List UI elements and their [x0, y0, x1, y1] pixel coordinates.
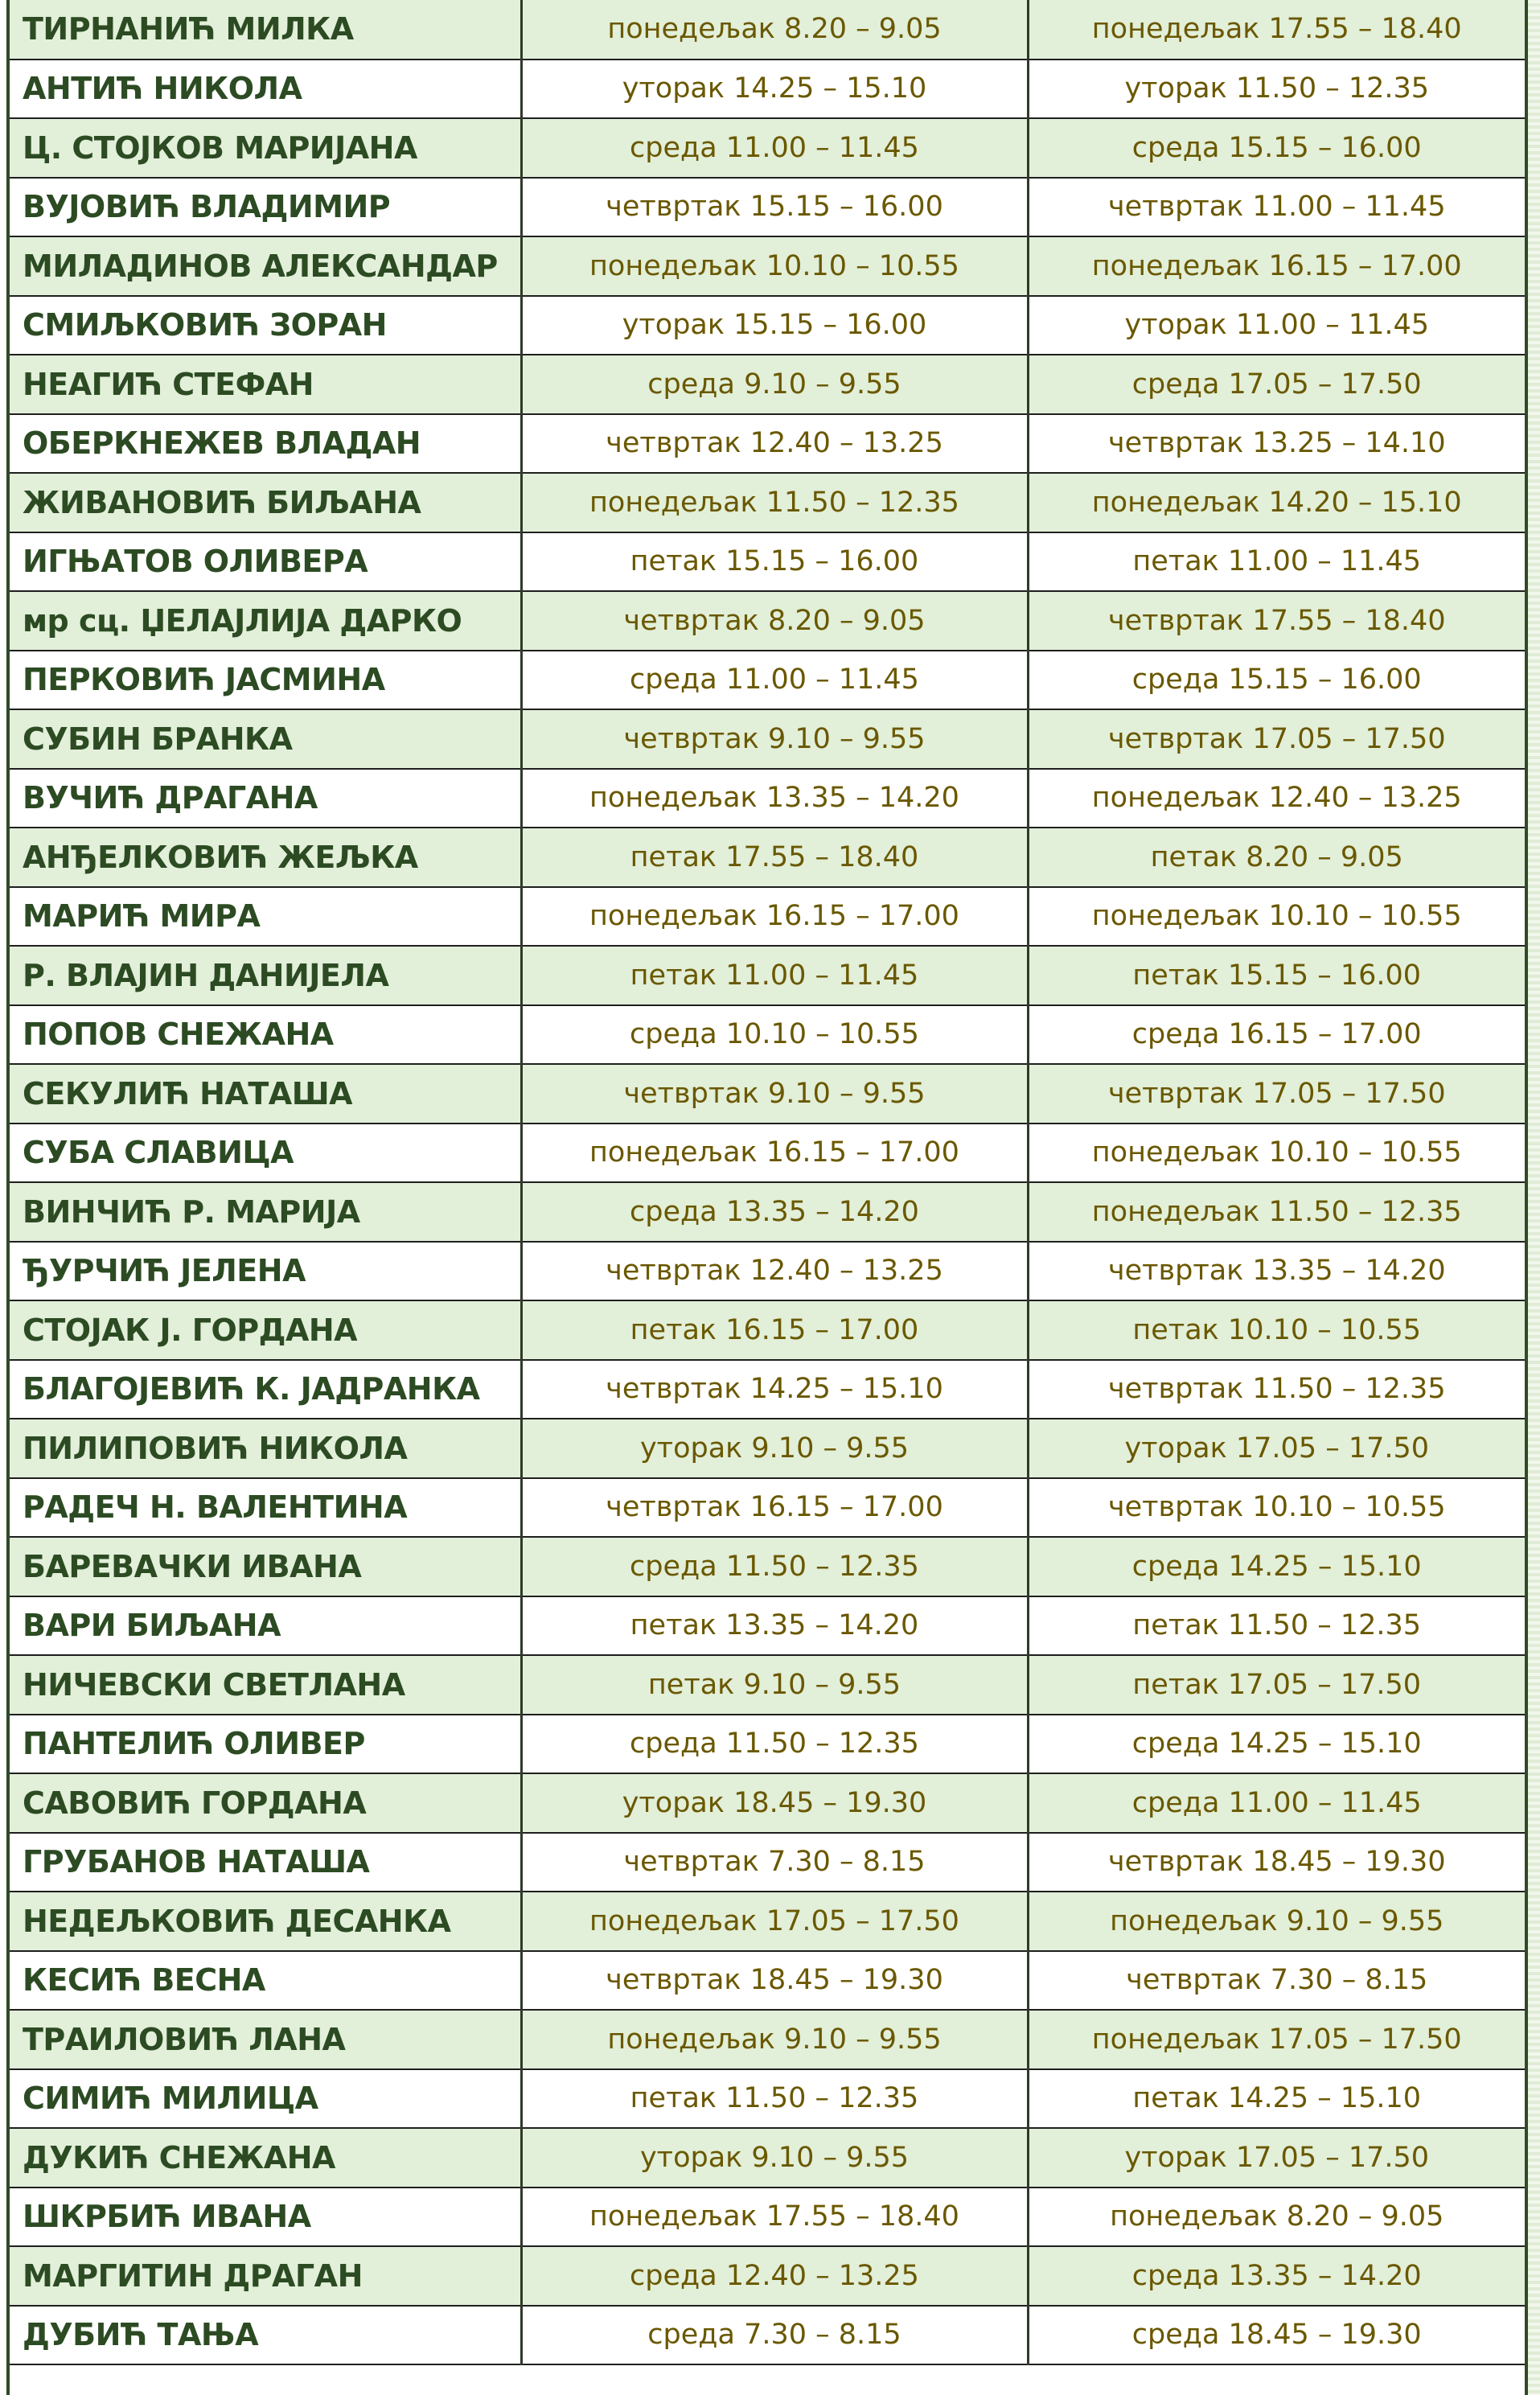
teacher-name: Ц. СТОЈКОВ МАРИЈАНА [10, 118, 521, 178]
table-row [10, 296, 1525, 355]
consultation-slot-1: четвртак 12.40 – 13.25 [521, 414, 1028, 474]
teacher-name: САВОВИЋ ГОРДАНА [10, 1773, 521, 1833]
consultation-slot-1: понедељак 13.35 – 14.20 [521, 769, 1028, 828]
teacher-name: БАРЕВАЧКИ ИВАНА [10, 1537, 521, 1596]
table-row [10, 1655, 1525, 1715]
consultation-slot-1: среда 11.50 – 12.35 [521, 1715, 1028, 1774]
teacher-name: ШКРБИЋ ИВАНА [10, 2188, 521, 2247]
consultation-slot-1: четвртак 7.30 – 8.15 [521, 1833, 1028, 1892]
teacher-name: ТИРНАНИЋ МИЛКА [10, 0, 521, 60]
table-row [10, 1715, 1525, 1774]
consultation-slot-2: петак 14.25 – 15.10 [1028, 2069, 1525, 2129]
schedule-body [10, 0, 1525, 2364]
table-row [10, 651, 1525, 710]
consultation-slot-2: понедељак 11.50 – 12.35 [1028, 1182, 1525, 1242]
teacher-name: ПЕРКОВИЋ ЈАСМИНА [10, 651, 521, 710]
table-row [10, 1005, 1525, 1065]
consultation-slot-1: четвртак 12.40 – 13.25 [521, 1242, 1028, 1301]
teacher-name: МИЛАДИНОВ АЛЕКСАНДАР [10, 236, 521, 296]
teacher-name: СТОЈАК Ј. ГОРДАНА [10, 1300, 521, 1360]
teacher-name: ВАРИ БИЉАНА [10, 1596, 521, 1656]
table-row [10, 1360, 1525, 1419]
consultation-slot-1: петак 9.10 – 9.55 [521, 1655, 1028, 1715]
consultation-slot-2: среда 14.25 – 15.10 [1028, 1715, 1525, 1774]
table-row [10, 769, 1525, 828]
table-row [10, 1242, 1525, 1301]
consultation-slot-1: среда 10.10 – 10.55 [521, 1005, 1028, 1065]
table-row [10, 1182, 1525, 1242]
teacher-name: ДУКИЋ СНЕЖАНА [10, 2128, 521, 2188]
teacher-name: ПАНТЕЛИЋ ОЛИВЕР [10, 1715, 521, 1774]
consultation-slot-1: среда 13.35 – 14.20 [521, 1182, 1028, 1242]
consultation-slot-2: понедељак 17.05 – 17.50 [1028, 2010, 1525, 2069]
teacher-name: мр сц. ЏЕЛАЈЛИЈА ДАРКО [10, 591, 521, 651]
consultation-slot-1: среда 9.10 – 9.55 [521, 355, 1028, 414]
consultation-slot-1: петак 11.50 – 12.35 [521, 2069, 1028, 2129]
consultation-slot-1: среда 12.40 – 13.25 [521, 2246, 1028, 2306]
consultation-slot-2: четвртак 17.05 – 17.50 [1028, 709, 1525, 769]
consultation-slot-1: уторак 9.10 – 9.55 [521, 2128, 1028, 2188]
table-row [10, 118, 1525, 178]
teacher-name: ТРАИЛОВИЋ ЛАНА [10, 2010, 521, 2069]
teacher-name: ЖИВАНОВИЋ БИЉАНА [10, 473, 521, 532]
consultation-slot-2: четвртак 10.10 – 10.55 [1028, 1478, 1525, 1538]
table-row [10, 2188, 1525, 2247]
consultation-slot-1: среда 11.50 – 12.35 [521, 1537, 1028, 1596]
consultation-slot-1: понедељак 8.20 – 9.05 [521, 0, 1028, 60]
consultation-slot-1: петак 13.35 – 14.20 [521, 1596, 1028, 1656]
table-row [10, 1300, 1525, 1360]
teacher-name: СУБА СЛАВИЦА [10, 1124, 521, 1183]
table-row [10, 887, 1525, 947]
table-row [10, 1892, 1525, 1951]
table-row [10, 591, 1525, 651]
consultation-slot-2: четвртак 11.50 – 12.35 [1028, 1360, 1525, 1419]
consultation-slot-1: четвртак 14.25 – 15.10 [521, 1360, 1028, 1419]
table-row [10, 828, 1525, 887]
consultation-slot-1: уторак 14.25 – 15.10 [521, 60, 1028, 119]
consultation-slot-1: понедељак 16.15 – 17.00 [521, 1124, 1028, 1183]
table-row [10, 473, 1525, 532]
schedule-table [10, 0, 1525, 2365]
consultation-slot-2: петак 11.00 – 11.45 [1028, 532, 1525, 592]
table-row [10, 1596, 1525, 1656]
teacher-name: МАРИЋ МИРА [10, 887, 521, 947]
teacher-name: СУБИН БРАНКА [10, 709, 521, 769]
right-edge-strip [1528, 0, 1540, 2395]
consultation-slot-2: понедељак 10.10 – 10.55 [1028, 887, 1525, 947]
teacher-name: КЕСИЋ ВЕСНА [10, 1951, 521, 2011]
consultation-slot-2: среда 14.25 – 15.10 [1028, 1537, 1525, 1596]
consultation-slot-2: четвртак 11.00 – 11.45 [1028, 178, 1525, 237]
schedule-frame [6, 0, 1528, 2395]
consultation-slot-1: петак 17.55 – 18.40 [521, 828, 1028, 887]
consultation-slot-1: петак 16.15 – 17.00 [521, 1300, 1028, 1360]
teacher-name: СИМИЋ МИЛИЦА [10, 2069, 521, 2129]
teacher-name: ОБЕРКНЕЖЕВ ВЛАДАН [10, 414, 521, 474]
consultation-slot-1: понедељак 9.10 – 9.55 [521, 2010, 1028, 2069]
consultation-slot-1: четвртак 9.10 – 9.55 [521, 709, 1028, 769]
table-row [10, 2128, 1525, 2188]
consultation-slot-1: петак 11.00 – 11.45 [521, 946, 1028, 1005]
table-row [10, 532, 1525, 592]
teacher-name: СМИЉКОВИЋ ЗОРАН [10, 296, 521, 355]
consultation-slot-2: четвртак 17.05 – 17.50 [1028, 1064, 1525, 1124]
consultation-slot-2: четвртак 18.45 – 19.30 [1028, 1833, 1525, 1892]
table-row [10, 0, 1525, 60]
consultation-slot-1: среда 7.30 – 8.15 [521, 2306, 1028, 2365]
teacher-name: АНТИЋ НИКОЛА [10, 60, 521, 119]
consultation-slot-1: понедељак 17.55 – 18.40 [521, 2188, 1028, 2247]
teacher-name: ВИНЧИЋ Р. МАРИЈА [10, 1182, 521, 1242]
table-row [10, 1833, 1525, 1892]
teacher-name: РАДЕЧ Н. ВАЛЕНТИНА [10, 1478, 521, 1538]
consultation-slot-2: петак 10.10 – 10.55 [1028, 1300, 1525, 1360]
consultation-slot-1: среда 11.00 – 11.45 [521, 651, 1028, 710]
table-row [10, 2246, 1525, 2306]
consultation-slot-1: понедељак 10.10 – 10.55 [521, 236, 1028, 296]
consultation-slot-2: понедељак 10.10 – 10.55 [1028, 1124, 1525, 1183]
consultation-slot-1: четвртак 18.45 – 19.30 [521, 1951, 1028, 2011]
table-row [10, 1951, 1525, 2011]
teacher-name: НЕАГИЋ СТЕФАН [10, 355, 521, 414]
table-row [10, 1064, 1525, 1124]
table-row [10, 2010, 1525, 2069]
consultation-slot-2: уторак 11.00 – 11.45 [1028, 296, 1525, 355]
teacher-name: ВУЧИЋ ДРАГАНА [10, 769, 521, 828]
consultation-slot-2: петак 11.50 – 12.35 [1028, 1596, 1525, 1656]
consultation-slot-2: уторак 17.05 – 17.50 [1028, 2128, 1525, 2188]
consultation-slot-2: среда 16.15 – 17.00 [1028, 1005, 1525, 1065]
consultation-slot-1: петак 15.15 – 16.00 [521, 532, 1028, 592]
consultation-slot-2: петак 8.20 – 9.05 [1028, 828, 1525, 887]
teacher-name: ИГЊАТОВ ОЛИВЕРА [10, 532, 521, 592]
consultation-slot-1: четвртак 9.10 – 9.55 [521, 1064, 1028, 1124]
consultation-slot-1: уторак 18.45 – 19.30 [521, 1773, 1028, 1833]
consultation-slot-1: четвртак 16.15 – 17.00 [521, 1478, 1028, 1538]
table-row [10, 1478, 1525, 1538]
consultation-slot-2: понедељак 8.20 – 9.05 [1028, 2188, 1525, 2247]
consultation-slot-1: понедељак 17.05 – 17.50 [521, 1892, 1028, 1951]
table-row [10, 709, 1525, 769]
consultation-slot-2: четвртак 13.25 – 14.10 [1028, 414, 1525, 474]
teacher-name: ЂУРЧИЋ ЈЕЛЕНА [10, 1242, 521, 1301]
consultation-slot-2: среда 18.45 – 19.30 [1028, 2306, 1525, 2365]
table-row [10, 236, 1525, 296]
consultation-slot-1: четвртак 8.20 – 9.05 [521, 591, 1028, 651]
consultation-slot-2: среда 17.05 – 17.50 [1028, 355, 1525, 414]
consultation-slot-2: среда 15.15 – 16.00 [1028, 118, 1525, 178]
table-row [10, 178, 1525, 237]
consultation-slot-2: петак 17.05 – 17.50 [1028, 1655, 1525, 1715]
table-row [10, 1537, 1525, 1596]
table-row [10, 355, 1525, 414]
consultation-slot-2: уторак 11.50 – 12.35 [1028, 60, 1525, 119]
teacher-name: ПИЛИПОВИЋ НИКОЛА [10, 1419, 521, 1478]
table-row [10, 414, 1525, 474]
teacher-name: НИЧЕВСКИ СВЕТЛАНА [10, 1655, 521, 1715]
table-row [10, 60, 1525, 119]
consultation-slot-2: среда 13.35 – 14.20 [1028, 2246, 1525, 2306]
consultation-slot-1: среда 11.00 – 11.45 [521, 118, 1028, 178]
teacher-name: Р. ВЛАЈИН ДАНИЈЕЛА [10, 946, 521, 1005]
table-row [10, 1773, 1525, 1833]
consultation-slot-2: уторак 17.05 – 17.50 [1028, 1419, 1525, 1478]
teacher-name: АНЂЕЛКОВИЋ ЖЕЉКА [10, 828, 521, 887]
teacher-name: ВУЈОВИЋ ВЛАДИМИР [10, 178, 521, 237]
consultation-slot-2: понедељак 16.15 – 17.00 [1028, 236, 1525, 296]
teacher-name: СЕКУЛИЋ НАТАША [10, 1064, 521, 1124]
consultation-slot-1: понедељак 11.50 – 12.35 [521, 473, 1028, 532]
consultation-slot-1: четвртак 15.15 – 16.00 [521, 178, 1028, 237]
teacher-name: ПОПОВ СНЕЖАНА [10, 1005, 521, 1065]
consultation-slot-2: четвртак 13.35 – 14.20 [1028, 1242, 1525, 1301]
teacher-name: БЛАГОЈЕВИЋ К. ЈАДРАНКА [10, 1360, 521, 1419]
consultation-slot-2: понедељак 12.40 – 13.25 [1028, 769, 1525, 828]
table-row [10, 1419, 1525, 1478]
consultation-slot-2: четвртак 17.55 – 18.40 [1028, 591, 1525, 651]
consultation-slot-2: понедељак 17.55 – 18.40 [1028, 0, 1525, 60]
teacher-name: ГРУБАНОВ НАТАША [10, 1833, 521, 1892]
consultation-slot-2: петак 15.15 – 16.00 [1028, 946, 1525, 1005]
consultation-slot-2: четвртак 7.30 – 8.15 [1028, 1951, 1525, 2011]
table-row [10, 1124, 1525, 1183]
table-row [10, 946, 1525, 1005]
table-row [10, 2069, 1525, 2129]
consultation-slot-1: уторак 15.15 – 16.00 [521, 296, 1028, 355]
consultation-slot-1: уторак 9.10 – 9.55 [521, 1419, 1028, 1478]
table-row [10, 2306, 1525, 2365]
consultation-slot-2: понедељак 14.20 – 15.10 [1028, 473, 1525, 532]
consultation-slot-1: понедељак 16.15 – 17.00 [521, 887, 1028, 947]
consultation-slot-2: среда 11.00 – 11.45 [1028, 1773, 1525, 1833]
consultation-slot-2: понедељак 9.10 – 9.55 [1028, 1892, 1525, 1951]
teacher-name: НЕДЕЉКОВИЋ ДЕСАНКА [10, 1892, 521, 1951]
teacher-name: МАРГИТИН ДРАГАН [10, 2246, 521, 2306]
teacher-name: ДУБИЋ ТАЊА [10, 2306, 521, 2365]
consultation-slot-2: среда 15.15 – 16.00 [1028, 651, 1525, 710]
